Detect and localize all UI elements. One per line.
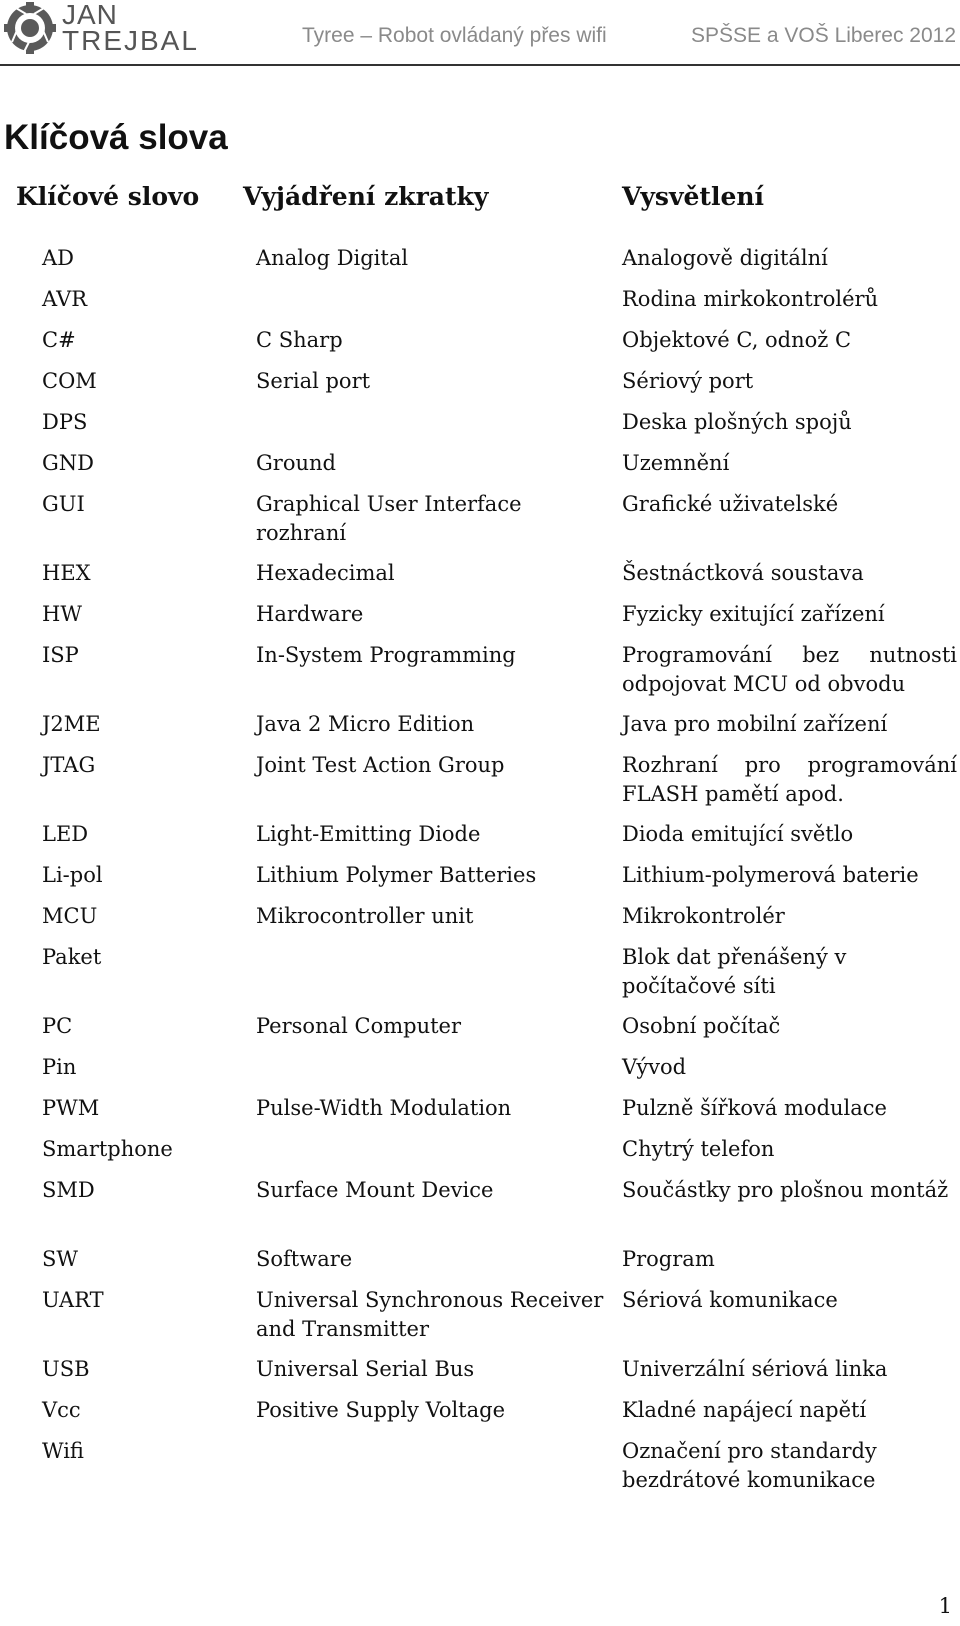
- explanation-cell: Součástky pro plošnou montáž: [622, 1178, 949, 1202]
- column-header-keyword: Klíčové slovo: [16, 182, 200, 211]
- keyword-cell: COM: [42, 369, 97, 393]
- keyword-cell: UART: [42, 1288, 104, 1312]
- expansion-cell: Light-Emitting Diode: [256, 822, 481, 846]
- column-header-expansion: Vyjádření zkratky: [243, 182, 489, 211]
- explanation-cell: Fyzicky exitující zařízení: [622, 602, 885, 626]
- keyword-cell: PWM: [42, 1096, 100, 1120]
- keyword-cell: Smartphone: [42, 1137, 173, 1161]
- explanation-cell: Objektové C, odnož C: [622, 328, 852, 352]
- keyword-cell: SMD: [42, 1178, 95, 1202]
- expansion-cell: Positive Supply Voltage: [256, 1398, 506, 1422]
- expansion-cell: Mikrocontroller unit: [256, 904, 474, 928]
- expansion-cell: Universal Serial Bus: [256, 1357, 475, 1381]
- keyword-cell: Wifi: [42, 1439, 84, 1463]
- explanation-cell: Mikrokontrolér: [622, 904, 785, 928]
- keyword-cell: GUI: [42, 492, 85, 516]
- header-divider: [0, 64, 960, 66]
- expansion-cell: In-System Programming: [256, 643, 516, 667]
- expansion-cell: Serial port: [256, 369, 371, 393]
- expansion-cell: C Sharp: [256, 328, 343, 352]
- explanation-cell: Deska plošných spojů: [622, 410, 852, 434]
- keyword-cell: HEX: [42, 561, 91, 585]
- keyword-cell: PC: [42, 1014, 73, 1038]
- explanation-cell: Lithium-polymerová baterie: [622, 863, 919, 887]
- column-header-explanation: Vysvětlení: [622, 182, 765, 211]
- expansion-cell: Java 2 Micro Edition: [256, 712, 475, 736]
- explanation-cell: Pulzně šířková modulace: [622, 1096, 887, 1120]
- keyword-cell: C#: [42, 328, 76, 352]
- keyword-cell: Vcc: [42, 1398, 81, 1422]
- expansion-cell: Hexadecimal: [256, 561, 395, 585]
- explanation-cell: Blok dat přenášený v počítačové síti: [622, 945, 847, 998]
- expansion-cell: Surface Mount Device: [256, 1178, 494, 1202]
- author-logo: [4, 0, 199, 58]
- keyword-cell: ISP: [42, 643, 79, 667]
- keyword-cell: LED: [42, 822, 89, 846]
- keyword-cell: J2ME: [42, 712, 101, 736]
- keyword-cell: Li-pol: [42, 863, 103, 887]
- explanation-cell: Program: [622, 1247, 715, 1271]
- explanation-cell: Sériový port: [622, 369, 754, 393]
- expansion-cell: Universal Synchronous Receiver and Transmitter: [256, 1288, 604, 1341]
- explanation-cell: Sériová komunikace: [622, 1288, 838, 1312]
- keyword-cell: SW: [42, 1247, 78, 1271]
- explanation-cell: Osobní počítač: [622, 1014, 781, 1038]
- explanation-cell: Programování bez nutnosti odpojovat MCU od obvodu: [622, 643, 957, 696]
- keyword-cell: GND: [42, 451, 94, 475]
- explanation-cell: Univerzální sériová linka: [622, 1357, 888, 1381]
- keyword-cell: Pin: [42, 1055, 77, 1079]
- explanation-cell: Dioda emitující světlo: [622, 822, 854, 846]
- explanation-cell: Rozhraní pro programování FLASH pamětí apod.: [622, 753, 957, 806]
- explanation-cell: Java pro mobilní zařízení: [622, 712, 888, 736]
- expansion-cell: Personal Computer: [256, 1014, 462, 1038]
- expansion-cell: Joint Test Action Group: [256, 753, 505, 777]
- explanation-cell: Uzemnění: [622, 451, 730, 475]
- expansion-cell: Ground: [256, 451, 336, 475]
- keyword-cell: USB: [42, 1357, 90, 1381]
- explanation-cell: Kladné napájecí napětí: [622, 1398, 867, 1422]
- expansion-cell: Lithium Polymer Batteries: [256, 863, 537, 887]
- explanation-cell: Vývod: [622, 1055, 687, 1079]
- keyword-cell: JTAG: [42, 753, 96, 777]
- explanation-cell: Rodina mirkokontrolérů: [622, 287, 879, 311]
- keyword-cell: Paket: [42, 945, 102, 969]
- explanation-cell: Označení pro standardy bezdrátové komunikace: [622, 1439, 877, 1492]
- explanation-cell: Analogově digitální: [622, 246, 828, 270]
- school-name: SPŠSE a VOŠ Liberec 2012: [691, 24, 956, 47]
- keyword-cell: MCU: [42, 904, 98, 928]
- expansion-cell: Pulse-Width Modulation: [256, 1096, 512, 1120]
- logo-line-1: JAN: [62, 0, 118, 30]
- document-title: Tyree – Robot ovládaný přes wifi: [302, 24, 607, 47]
- expansion-cell: Graphical User Interface rozhraní: [256, 492, 522, 545]
- keyword-cell: AVR: [42, 287, 88, 311]
- page-title: Klíčová slova: [4, 118, 228, 157]
- gear-circuit-icon: [4, 2, 60, 58]
- logo-line-2: TREJBAL: [62, 25, 199, 56]
- explanation-cell: Grafické uživatelské: [622, 492, 839, 516]
- expansion-cell: Analog Digital: [256, 246, 409, 270]
- explanation-cell: Chytrý telefon: [622, 1137, 775, 1161]
- keyword-cell: HW: [42, 602, 82, 626]
- logo-text: [62, 2, 199, 54]
- page-header: [0, 0, 960, 68]
- keyword-cell: DPS: [42, 410, 88, 434]
- expansion-cell: Software: [256, 1247, 353, 1271]
- explanation-cell: Šestnáctková soustava: [622, 561, 864, 585]
- page-number: 1: [938, 1594, 952, 1618]
- keyword-cell: AD: [42, 246, 75, 270]
- expansion-cell: Hardware: [256, 602, 364, 626]
